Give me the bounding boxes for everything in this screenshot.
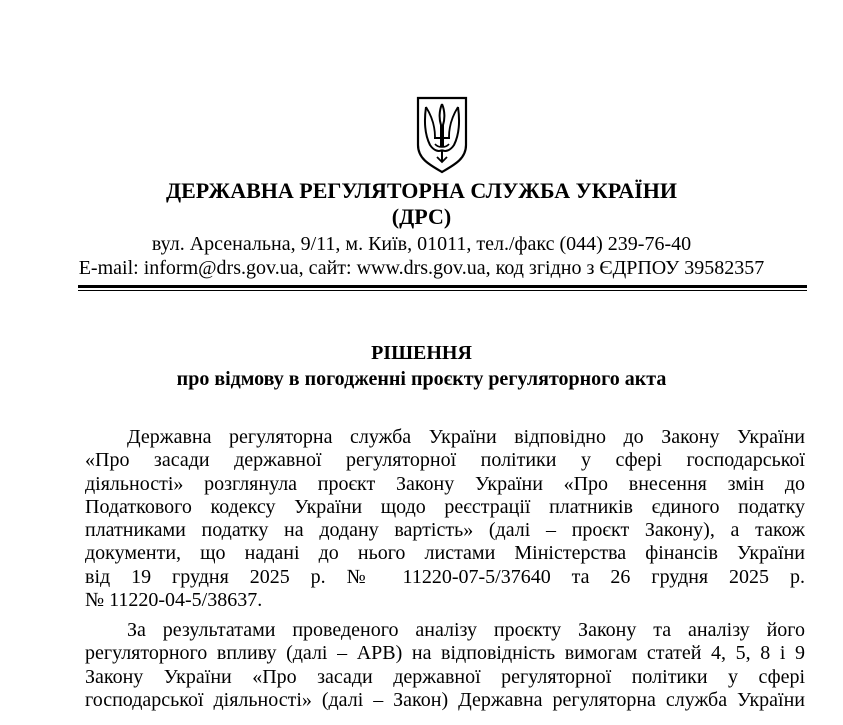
paragraph-line: Закону України «Про засади державної регуляторної політики у сфері	[85, 665, 805, 688]
paragraph-line: «Про засади державної регуляторної політики у сфері господарської	[85, 449, 805, 472]
paragraph-line: № 11220-04-5/38637.	[85, 589, 263, 612]
body-paragraph-2	[85, 619, 805, 712]
paragraph-line: діяльності» розглянула проєкт Закону України «Про внесення змін до	[85, 472, 805, 495]
paragraph-line: Податкового кодексу України щодо реєстрації платників єдиного податку	[85, 495, 805, 518]
organization-address: вул. Арсенальна, 9/11, м. Київ, 01011, тел./факс (044) 239-76-40	[151, 233, 692, 255]
organization-contacts: E-mail: inform@drs.gov.ua, сайт: www.drs.gov.ua, код згідно з ЄДРПОУ 39582357	[78, 257, 765, 279]
organization-name: ДЕРЖАВНА РЕГУЛЯТОРНА СЛУЖБА УКРАЇНИ	[165, 178, 678, 203]
paragraph-line: господарської діяльності» (далі – Закон) Державна регуляторна служба України	[85, 688, 805, 711]
organization-abbreviation: (ДРС)	[391, 204, 452, 229]
header-divider-thick	[78, 285, 807, 288]
paragraph-line: платниками податку на додану вартість» (далі – проєкт Закону), а також	[85, 519, 805, 542]
document-subtitle: про відмову в погодженні проєкту регуляторного акта	[176, 368, 667, 390]
paragraph-line: документи, що надані до нього листами Міністерства фінансів України	[85, 542, 805, 565]
header-divider-thin	[78, 290, 807, 291]
paragraph-line: За результатами проведеного аналізу проєкту Закону та аналізу його	[127, 619, 805, 641]
paragraph-line: регуляторного впливу (далі – АРВ) на відповідність вимогам статей 4, 5, 8 і 9	[85, 642, 805, 665]
document-title: РІШЕННЯ	[371, 342, 472, 364]
paragraph-line: Державна регуляторна служба України відповідно до Закону України	[127, 426, 805, 448]
paragraph-line: від 19 грудня 2025 р. № 11220-07-5/37640 та 26 грудня 2025 р.	[85, 565, 805, 588]
trident-emblem-icon	[414, 95, 470, 175]
body-paragraph-1	[85, 426, 805, 612]
